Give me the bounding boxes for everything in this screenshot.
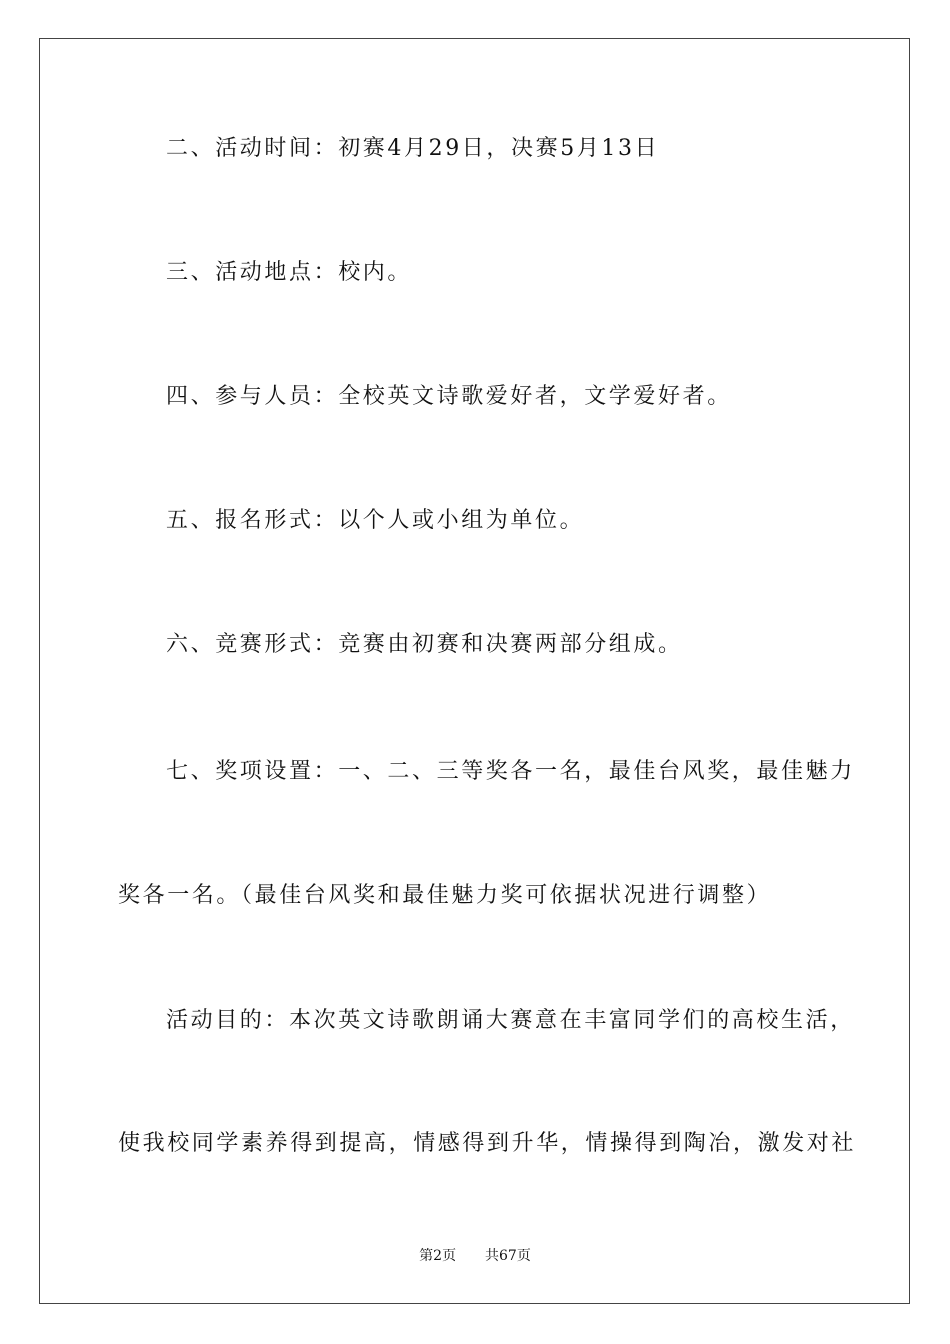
activity-purpose-continued-line: 使我校同学素养得到提高，情感得到升华，情操得到陶冶，激发对社 [118, 1131, 857, 1156]
current-page-number: 第2页 [419, 1248, 457, 1264]
page-footer [0, 1246, 950, 1266]
page-frame [39, 38, 910, 1304]
awards-continued-line: 奖各一名。（最佳台风奖和最佳魅力奖可依据状况进行调整） [118, 883, 772, 908]
activity-purpose-line: 活动目的：本次英文诗歌朗诵大赛意在丰富同学们的高校生活， [166, 1008, 855, 1033]
total-page-count: 共67页 [485, 1248, 531, 1264]
registration-form-line: 五、报名形式：以个人或小组为单位。 [166, 508, 585, 533]
awards-line: 七、奖项设置：一、二、三等奖各一名，最佳台风奖，最佳魅力 [166, 759, 855, 784]
competition-form-line: 六、竞赛形式：竞赛由初赛和决赛两部分组成。 [166, 632, 683, 657]
participants-line: 四、参与人员：全校英文诗歌爱好者，文学爱好者。 [166, 384, 732, 409]
activity-time-line: 二、活动时间：初赛4月29日，决赛5月13日 [166, 136, 660, 161]
activity-location-line: 三、活动地点：校内。 [166, 260, 413, 285]
